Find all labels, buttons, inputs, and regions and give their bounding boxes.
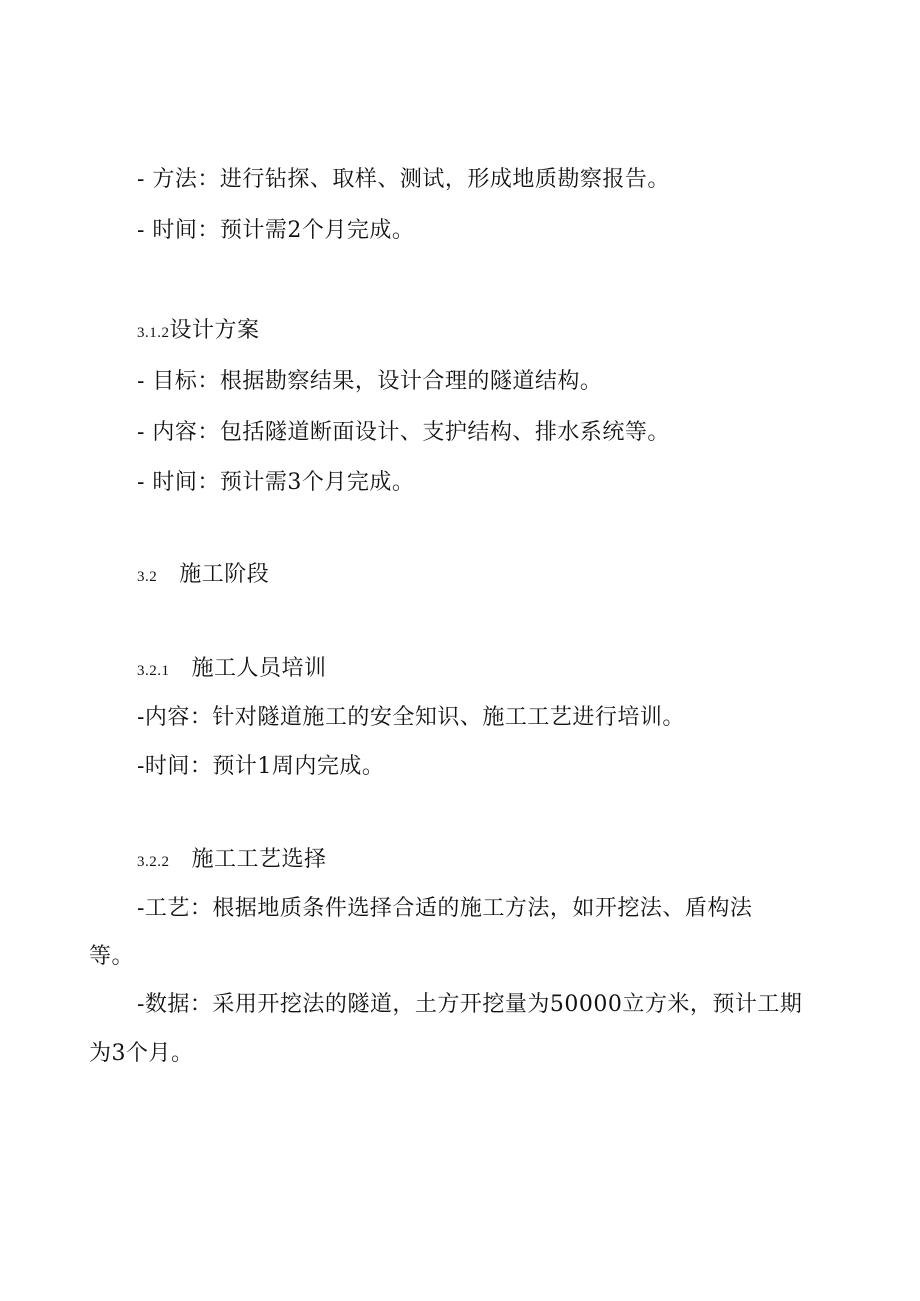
- heading-title: 设计方案: [169, 318, 260, 343]
- heading-number: 3.1.2: [137, 325, 170, 341]
- goal-line: - 目标：根据勘察结果，设计合理的隧道结构。: [137, 369, 603, 394]
- heading-title: 施工人员培训: [191, 656, 327, 681]
- data-line-2: 为3个月。: [89, 1041, 194, 1066]
- time-line: -时间：预计1周内完成。: [137, 754, 385, 779]
- time-line: - 时间：预计需2个月完成。: [137, 218, 415, 243]
- heading-3-1-2: [137, 316, 260, 348]
- content-line: -内容：针对隧道施工的安全知识、施工工艺进行培训。: [137, 705, 685, 730]
- process-line-1: -工艺：根据地质条件选择合适的施工方法，如开挖法、盾构法: [137, 896, 753, 921]
- heading-3-2-1: [137, 654, 327, 686]
- heading-3-2: [137, 560, 269, 592]
- process-line-2: 等。: [89, 944, 135, 969]
- heading-number: 3.2.1: [137, 663, 170, 679]
- time-line: - 时间：预计需3个月完成。: [137, 470, 415, 495]
- data-line-1: -数据：采用开挖法的隧道，土方开挖量为50000立方米，预计工期: [137, 992, 803, 1017]
- method-line: - 方法：进行钻探、取样、测试，形成地质勘察报告。: [137, 167, 670, 192]
- content-line: - 内容：包括隧道断面设计、支护结构、排水系统等。: [137, 420, 670, 445]
- heading-title: 施工阶段: [179, 562, 270, 587]
- heading-number: 3.2.2: [137, 854, 170, 870]
- heading-3-2-2: [137, 845, 327, 877]
- heading-number: 3.2: [137, 569, 158, 585]
- heading-title: 施工工艺选择: [191, 847, 327, 872]
